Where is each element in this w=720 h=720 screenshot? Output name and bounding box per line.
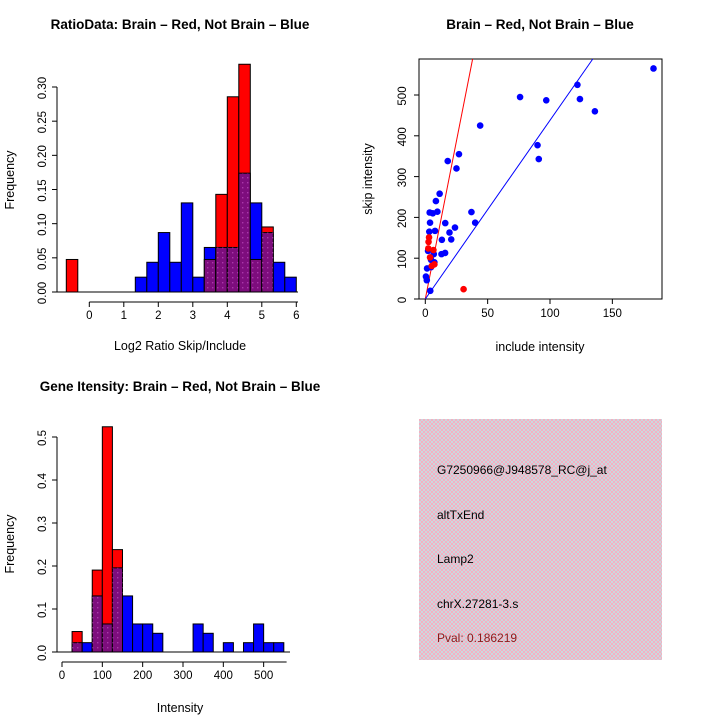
y-tick-label: 0 bbox=[397, 296, 409, 304]
scatter-point-blue bbox=[423, 277, 430, 284]
y-tick-label: 0.1 bbox=[37, 602, 49, 618]
scatter-point-red bbox=[425, 239, 432, 246]
hist-bar-blue bbox=[158, 233, 169, 292]
y-tick-label: 0.10 bbox=[37, 213, 49, 236]
x-tick-label: 5 bbox=[258, 310, 266, 322]
y-tick-label: 400 bbox=[397, 127, 409, 147]
hist-bar-blue bbox=[193, 624, 203, 652]
scatter-point-blue bbox=[456, 151, 463, 158]
y-tick-label: 0.00 bbox=[37, 281, 49, 305]
scatter-point-red bbox=[427, 254, 434, 261]
hist-bar-blue bbox=[135, 277, 146, 292]
pval-text: Pval: 0.186219 bbox=[437, 631, 518, 645]
x-tick-label: 300 bbox=[173, 670, 193, 682]
scatter-point-red bbox=[460, 286, 467, 293]
scatter-point-blue bbox=[577, 96, 584, 103]
x-tick-label: 100 bbox=[92, 670, 112, 682]
hist-bar-overlap-texture bbox=[262, 233, 273, 292]
intensity-scatter-plot bbox=[397, 59, 662, 320]
hist-bar-overlap-texture bbox=[72, 643, 82, 652]
hist-bar-blue bbox=[143, 624, 153, 652]
scatter-point-blue bbox=[439, 237, 446, 244]
x-tick-label: 200 bbox=[133, 670, 153, 682]
gene-info-box bbox=[419, 419, 662, 660]
scatter-point-blue bbox=[442, 220, 449, 227]
x-tick-label: 150 bbox=[602, 308, 622, 320]
gene-histogram-ylabel: Frequency bbox=[3, 514, 17, 574]
scatter-point-blue bbox=[436, 190, 443, 197]
hist-bar-blue bbox=[243, 643, 253, 652]
hist-bar-blue bbox=[273, 262, 284, 292]
hist-bar-blue bbox=[285, 277, 296, 292]
x-tick-label: 400 bbox=[213, 670, 233, 682]
y-tick-label: 0.4 bbox=[37, 473, 49, 489]
x-tick-label: 100 bbox=[540, 308, 560, 320]
scatter-title: Brain – Red, Not Brain – Blue bbox=[446, 17, 634, 32]
scatter-xlabel: include intensity bbox=[495, 340, 585, 354]
scatter-point-blue bbox=[444, 158, 451, 165]
hist-bar-blue bbox=[153, 633, 163, 652]
y-tick-label: 0.20 bbox=[37, 145, 49, 168]
scatter-point-blue bbox=[477, 122, 484, 129]
hist-bar-overlap-texture bbox=[92, 596, 102, 652]
scatter-point-blue bbox=[452, 224, 459, 231]
y-tick-label: 0.05 bbox=[37, 247, 49, 271]
hist-bar-blue bbox=[223, 643, 233, 652]
scatter-point-red bbox=[428, 263, 435, 270]
scatter-point-blue bbox=[434, 208, 441, 215]
y-tick-label: 0.5 bbox=[37, 430, 49, 446]
y-tick-label: 0.15 bbox=[37, 179, 49, 202]
hist-bar-blue bbox=[170, 262, 181, 292]
x-tick-label: 0 bbox=[422, 308, 429, 320]
hist-bar-overlap-texture bbox=[239, 173, 250, 292]
scatter-point-blue bbox=[517, 94, 524, 101]
hist-bar-blue bbox=[147, 262, 158, 292]
ratio-histogram-xlabel: Log2 Ratio Skip/Include bbox=[113, 339, 247, 353]
ratio-histogram-ylabel: Frequency bbox=[3, 150, 17, 210]
y-tick-label: 100 bbox=[397, 249, 409, 269]
ratio-histogram-title: RatioData: Brain – Red, Not Brain – Blue bbox=[50, 17, 310, 32]
hist-bar-red bbox=[102, 427, 112, 652]
gene-intensity-histogram-plot bbox=[37, 427, 290, 682]
gene-intensity-histogram-svg bbox=[0, 360, 360, 720]
x-tick-label: 3 bbox=[189, 310, 197, 322]
scatter-point-blue bbox=[472, 219, 479, 226]
hist-bar-overlap-texture bbox=[204, 259, 215, 292]
panel-ratio-histogram bbox=[0, 0, 360, 360]
x-tick-label: 0 bbox=[58, 670, 66, 682]
scatter-point-blue bbox=[534, 142, 541, 149]
x-tick-label: 6 bbox=[293, 310, 300, 322]
hist-bar-blue bbox=[254, 624, 264, 652]
scatter-point-red bbox=[430, 247, 437, 254]
hist-bar-overlap-texture bbox=[216, 247, 227, 292]
scatter-point-blue bbox=[468, 209, 475, 216]
panel-intensity-scatter bbox=[360, 0, 720, 360]
ratio-histogram-svg bbox=[0, 0, 360, 360]
y-tick-label: 0.0 bbox=[37, 645, 49, 661]
ratio-histogram-plot bbox=[37, 64, 300, 322]
x-tick-label: 1 bbox=[120, 310, 128, 322]
chromosome-text: chrX.27281-3.s bbox=[437, 597, 519, 611]
scatter-point-blue bbox=[427, 288, 434, 295]
scatter-point-blue bbox=[453, 165, 460, 172]
y-tick-label: 200 bbox=[397, 208, 409, 228]
hist-bar-blue bbox=[264, 643, 274, 652]
y-tick-label: 0.30 bbox=[37, 76, 49, 100]
hist-bar-blue bbox=[203, 633, 213, 652]
hist-bar-overlap-texture bbox=[102, 624, 112, 652]
scatter-ylabel: skip intensity bbox=[361, 143, 375, 215]
x-tick-label: 0 bbox=[86, 310, 93, 322]
hist-bar-blue bbox=[193, 277, 204, 292]
y-tick-label: 0.25 bbox=[37, 110, 49, 134]
intensity-scatter-svg bbox=[360, 0, 720, 360]
hist-bar-blue bbox=[274, 643, 284, 652]
scatter-point-blue bbox=[426, 228, 433, 235]
hist-bar-red bbox=[66, 259, 77, 292]
hist-bar-overlap-texture bbox=[112, 568, 122, 652]
hist-bar-overlap-texture bbox=[227, 247, 238, 292]
y-tick-label: 0.2 bbox=[37, 559, 49, 575]
hist-bar-blue bbox=[122, 596, 132, 652]
x-tick-label: 2 bbox=[155, 310, 162, 322]
y-tick-label: 500 bbox=[397, 86, 409, 106]
y-tick-label: 300 bbox=[397, 168, 409, 188]
not-brain-fit-line bbox=[425, 59, 592, 299]
plot-box bbox=[419, 59, 662, 299]
scatter-point-blue bbox=[592, 108, 599, 115]
event-type-text: altTxEnd bbox=[437, 508, 485, 522]
x-tick-label: 50 bbox=[481, 308, 495, 320]
hist-bar-blue bbox=[181, 203, 192, 292]
y-tick-label: 0.3 bbox=[37, 516, 49, 532]
scatter-point-blue bbox=[535, 156, 542, 163]
scatter-point-blue bbox=[442, 250, 449, 257]
scatter-point-blue bbox=[433, 198, 440, 205]
gene-name-text: Lamp2 bbox=[437, 552, 474, 566]
hist-bar-blue bbox=[82, 643, 92, 652]
x-tick-label: 500 bbox=[254, 670, 274, 682]
probe-id-text: G7250966@J948578_RC@j_at bbox=[437, 463, 607, 477]
scatter-point-blue bbox=[432, 228, 439, 235]
gene-histogram-title: Gene Itensity: Brain – Red, Not Brain – Blue bbox=[39, 379, 321, 394]
scatter-point-blue bbox=[446, 229, 453, 236]
scatter-point-blue bbox=[574, 82, 581, 89]
panel-info-box bbox=[360, 360, 720, 720]
panel-gene-intensity-histogram bbox=[0, 360, 360, 720]
scatter-point-blue bbox=[427, 219, 434, 226]
x-tick-label: 4 bbox=[224, 310, 231, 322]
scatter-point-blue bbox=[650, 65, 657, 72]
gene-histogram-xlabel: Intensity bbox=[156, 701, 204, 715]
hist-bar-blue bbox=[133, 624, 143, 652]
hist-bar-overlap-texture bbox=[250, 259, 261, 292]
scatter-point-blue bbox=[448, 236, 455, 243]
scatter-point-blue bbox=[543, 97, 550, 104]
